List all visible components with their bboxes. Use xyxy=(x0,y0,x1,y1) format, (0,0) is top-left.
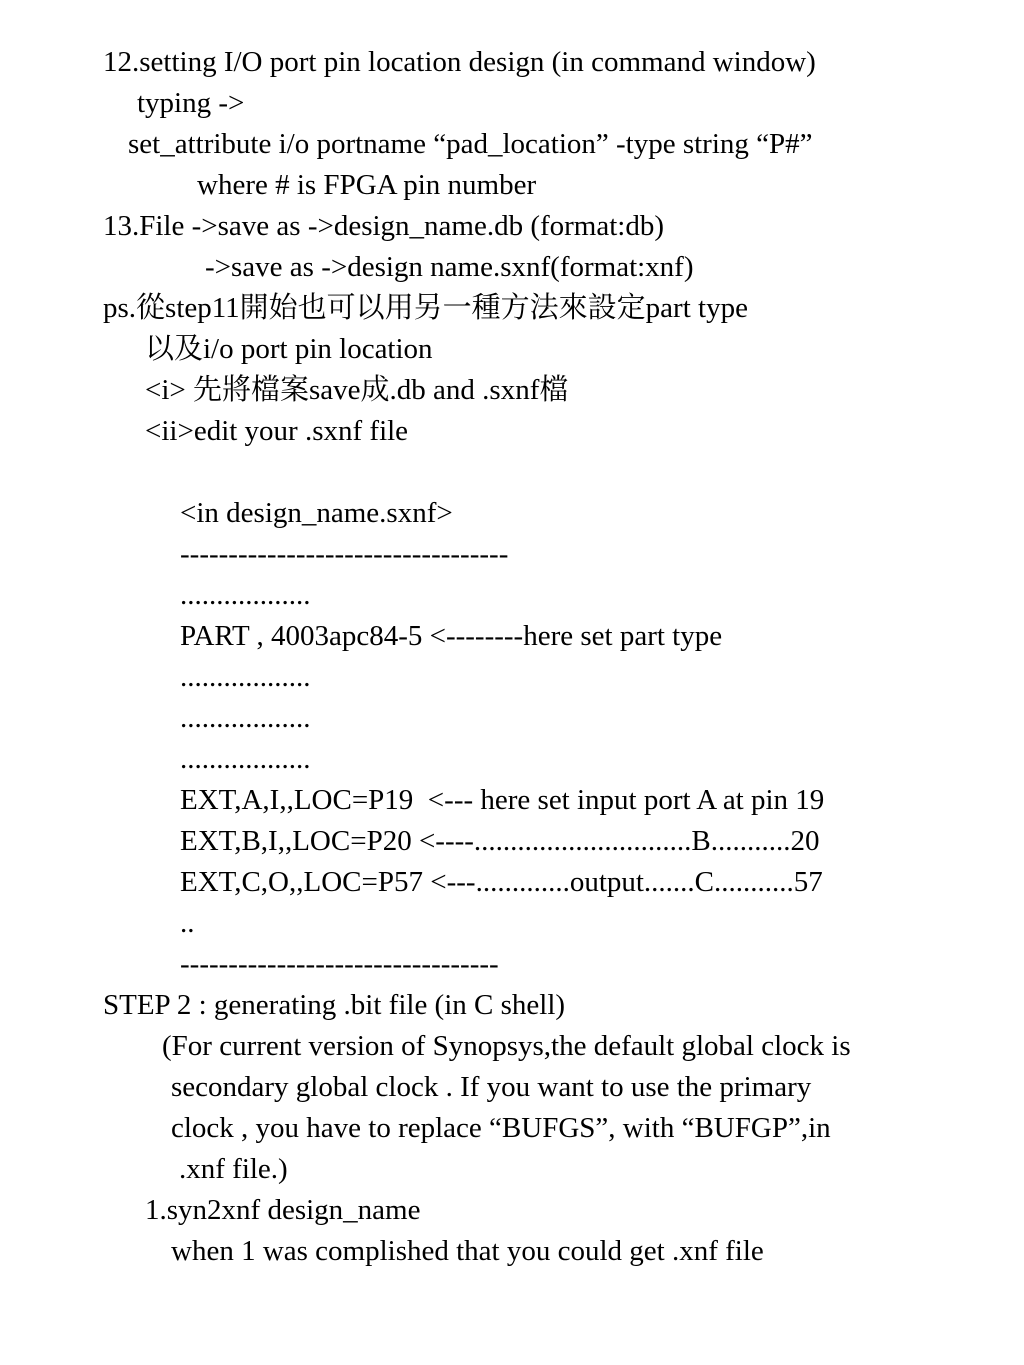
save-as-sxnf: ->save as ->design name.sxnf(format:xnf) xyxy=(205,251,694,283)
code-divider-top: ---------------------------------- xyxy=(180,538,509,570)
typing-label: typing -> xyxy=(137,87,245,119)
code-divider-bottom: --------------------------------- xyxy=(180,948,499,980)
clock-note-line-2: secondary global clock . If you want to use the primary xyxy=(171,1071,812,1103)
step-2-heading: STEP 2 : generating .bit file (in C shell) xyxy=(103,989,566,1021)
step-12-heading: 12.setting I/O port pin location design (in command window) xyxy=(103,46,816,78)
syn2xnf-step: 1.syn2xnf design_name xyxy=(145,1194,421,1226)
ps-note: ps.從step11開始也可以用另一種方法來設定part type xyxy=(103,292,748,324)
code-ext-b-line: EXT,B,I,,LOC=P20 <----..............................B...........20 xyxy=(180,825,820,857)
code-ellipsis: .................. xyxy=(180,702,311,734)
syn2xnf-result-note: when 1 was complished that you could get .xnf file xyxy=(171,1235,764,1267)
code-ext-a-line: EXT,A,I,,LOC=P19 <--- here set input port A at pin 19 xyxy=(180,784,825,816)
code-ellipsis-short: .. xyxy=(180,907,195,939)
clock-note-line-3: clock , you have to replace “BUFGS”, with “BUFGP”,in xyxy=(171,1112,831,1144)
ps-note-continued: 以及i/o port pin location xyxy=(145,333,433,365)
substep-ii: <ii>edit your .sxnf file xyxy=(145,415,409,447)
code-ellipsis: .................. xyxy=(180,661,311,693)
code-ellipsis: .................. xyxy=(180,579,311,611)
pin-number-note: where # is FPGA pin number xyxy=(197,169,537,201)
set-attribute-command: set_attribute i/o portname “pad_location” -type string “P#” xyxy=(128,128,813,160)
code-ellipsis: .................. xyxy=(180,743,311,775)
code-ext-c-line: EXT,C,O,,LOC=P57 <---.............output.......C...........57 xyxy=(180,866,823,898)
sxnf-file-label: <in design_name.sxnf> xyxy=(180,497,453,529)
clock-note-line-1: (For current version of Synopsys,the default global clock is xyxy=(162,1030,851,1062)
substep-i: <i> 先將檔案save成.db and .sxnf檔 xyxy=(145,374,569,406)
clock-note-line-4: .xnf file.) xyxy=(179,1153,288,1185)
step-13-save-db: 13.File ->save as ->design_name.db (format:db) xyxy=(103,210,665,242)
code-part-line: PART , 4003apc84-5 <--------here set part type xyxy=(180,620,723,652)
